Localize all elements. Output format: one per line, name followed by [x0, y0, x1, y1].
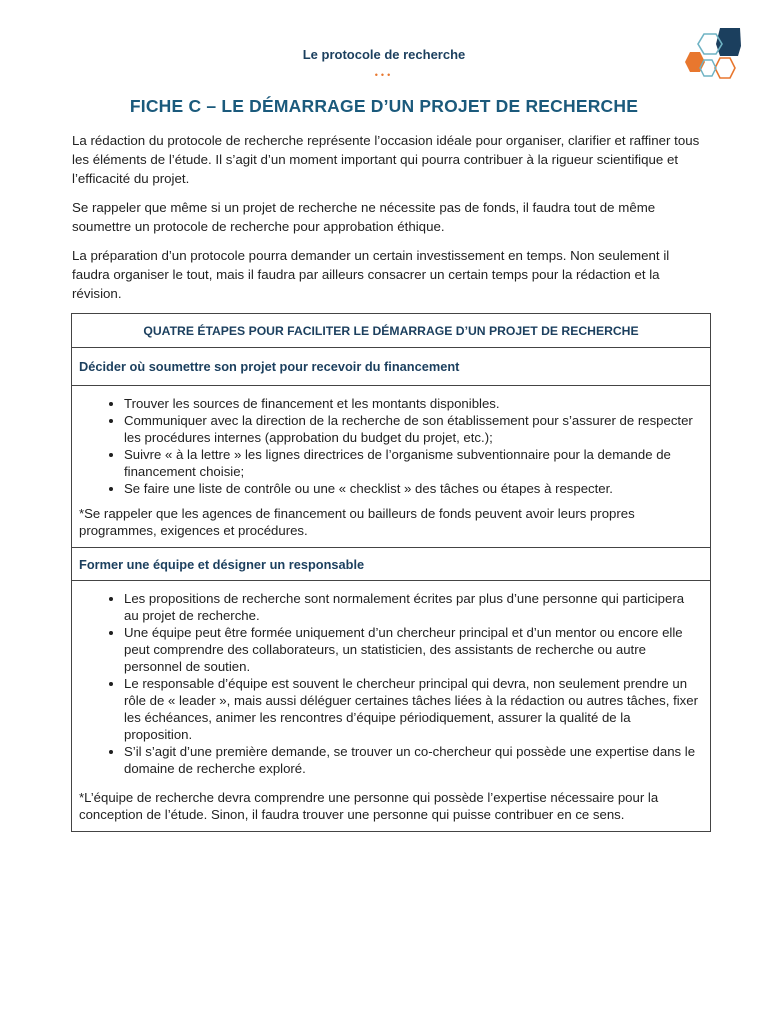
header-dots: •••	[374, 70, 394, 80]
list-item: • Les propositions de recherche sont normalement écrites par plus d’une personne qui participera au projet de recherche.	[124, 590, 700, 624]
page-title: FICHE C – LE DÉMARRAGE D’UN PROJET DE RECHERCHE	[129, 96, 639, 116]
section-body-team	[72, 581, 711, 832]
bullet-list	[72, 395, 700, 497]
bullet-list	[72, 590, 700, 777]
hexagon-logo-icon	[680, 26, 744, 82]
intro-paragraph: La rédaction du protocole de recherche représente l’occasion idéale pour organiser, clarifier et raffiner tous les éléments de l’étude. Il s’agit d’un moment important qui pourra contribuer à la rigueur scientifique et l’efficacité du projet.	[72, 133, 700, 186]
list-item: • Le responsable d’équipe est souvent le chercheur principal qui devra, non seulement prendre un rôle de « leader », mais aussi déléguer certaines tâches liées à la rédaction ou autres tâches, fixer les échéances, animer les rencontres d’équipe périodiquement, assurer la qualité de la proposition.	[124, 675, 700, 743]
intro-text	[72, 131, 702, 313]
intro-paragraph: Se rappeler que même si un projet de recherche ne nécessite pas de fonds, il faudra tout de même soumettre un protocole de recherche pour approbation éthique.	[72, 200, 656, 234]
list-item: • Se faire une liste de contrôle ou une « checklist » des tâches ou étapes à respecter.	[124, 480, 700, 497]
list-item: • Une équipe peut être formée uniquement d’un chercheur principal et d’un mentor ou encore elle peut comprendre des collaborateurs, un statisticien, des assistants de recherche ou autre personnel de soutien.	[124, 624, 700, 675]
list-item: • Trouver les sources de financement et les montants disponibles.	[124, 395, 700, 412]
section-note: *Se rappeler que les agences de financement ou bailleurs de fonds peuvent avoir leurs propres programmes, exigences et procédures.	[79, 506, 635, 538]
section-title-team: Former une équipe et désigner un responsable	[72, 548, 711, 581]
list-item: • Suivre « à la lettre » les lignes directrices de l’organisme subventionnaire pour la demande de financement choisie;	[124, 446, 700, 480]
steps-table	[71, 313, 711, 832]
list-item: • Communiquer avec la direction de la recherche de son établissement pour s’assurer de respecter les procédures internes (approbation du budget du projet, etc.);	[124, 412, 700, 446]
header-title: Le protocole de recherche	[302, 47, 466, 62]
section-body-funding	[72, 386, 711, 548]
section-title-funding: Décider où soumettre son projet pour recevoir du financement	[72, 348, 711, 386]
intro-paragraph: La préparation d’un protocole pourra demander un certain investissement en temps. Non seulement il faudra organiser le tout, mais il faudra par ailleurs consacrer un certain temps pour la rédaction et la révision.	[72, 248, 670, 301]
section-note: *L’équipe de recherche devra comprendre une personne qui possède l’expertise nécessaire pour la conception de l’étude. Sinon, il faudra trouver une personne qui puisse contribuer en ce sens.	[79, 790, 659, 822]
list-item: • S’il s’agit d’une première demande, se trouver un co-chercheur qui possède une expertise dans le domaine de recherche exploré.	[124, 743, 700, 777]
table-heading: QUATRE ÉTAPES POUR FACILITER LE DÉMARRAGE D’UN PROJET DE RECHERCHE	[72, 314, 711, 348]
